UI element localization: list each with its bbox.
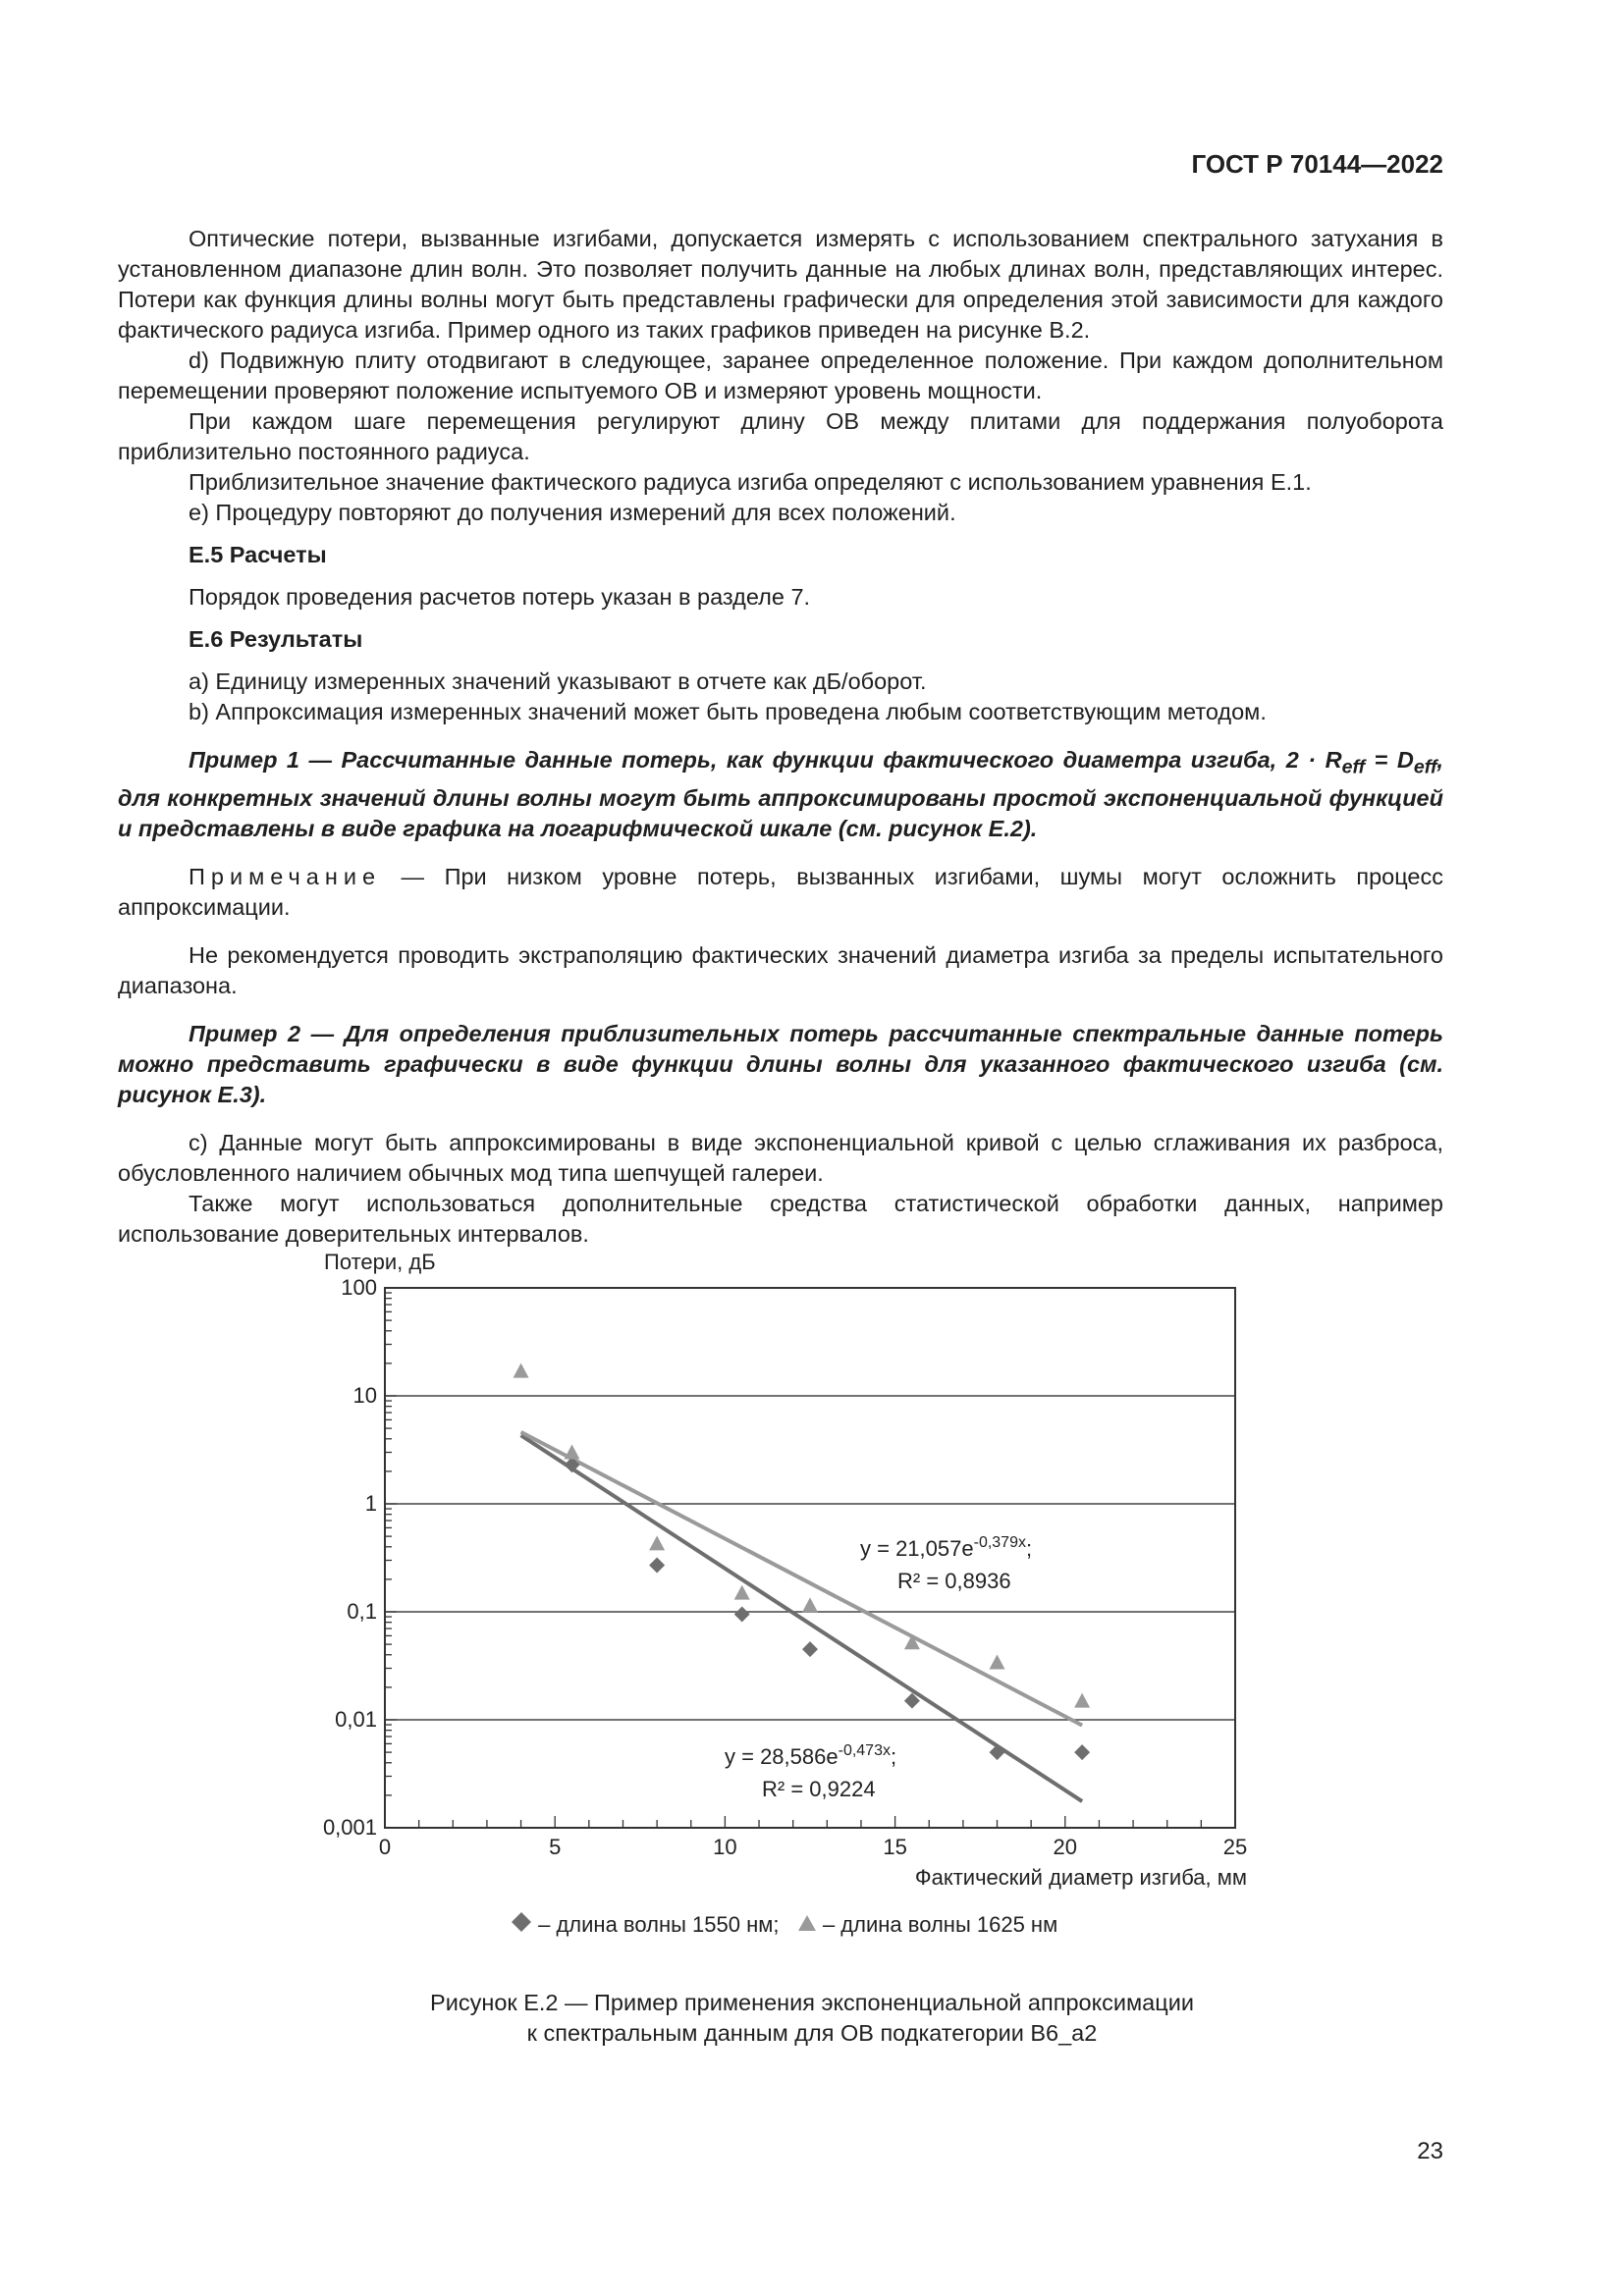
point-1625 [904,1634,920,1649]
triangle-marker-icon [797,1912,817,1938]
point-1625 [734,1585,750,1600]
x-tick-label: 20 [1053,1835,1078,1859]
point-1625 [802,1597,818,1612]
y-tick-label: 0,01 [335,1707,377,1732]
fit-label-1550-equation: $y = 28,586e^{-0,473x}$; [725,1742,897,1769]
standard-number: ГОСТ Р 70144—2022 [1191,149,1443,179]
y-tick-label: 0,001 [322,1815,377,1840]
point-1625 [990,1655,1005,1670]
paragraph: Оптические потери, вызванные изгибами, допускается измерять с использованием спектрального затухания в установленном диапазоне длин волн. Это позволяет получить данные на любых длинах волн, представляющих интерес. Потери как функция длины волны могут быть представлены графически для определения этой зависимости для каждого фактического радиуса изгиба. Пример одного из таких графиков приведен на рисунке В.2. [118,226,1443,343]
x-tick-label: 0 [378,1835,392,1859]
note-label: Примечание [189,863,382,889]
x-tick-label: 25 [1222,1835,1248,1859]
body-text [118,224,1443,1250]
loss-chart-svg [295,1242,1276,1949]
legend-item-1550: – длина волны 1550 нм; [538,1912,780,1938]
point-1550 [990,1744,1005,1760]
paragraph: Не рекомендуется проводить экстраполяцию фактических значений диаметра изгиба за пределы испытательного диапазона. [118,941,1443,998]
paragraph: Приблизительное значение фактического радиуса изгиба определяют с использованием уравнения Е.1. [189,469,1312,495]
page-number: 23 [1417,2138,1443,2164]
figure-caption [0,1988,1624,2049]
point-1625 [1074,1693,1090,1708]
paragraph: Также могут использоваться дополнительные средства статистической обработки данных, например использование доверительных интервалов. [118,1190,1443,1247]
x-axis-title: Фактический диаметр изгиба, мм [914,1865,1247,1890]
y-tick-label: 10 [352,1383,377,1408]
y-axis-title: Потери, дБ [324,1250,436,1274]
point-1550 [802,1641,818,1657]
fit-label-1625-r2: R² = 0,8936 [897,1569,1011,1593]
x-tick-label: 15 [883,1835,907,1859]
note-text: — При низком уровне потерь, вызванных изгибами, шумы могут осложнить процесс аппроксимации. [118,863,1443,920]
point-1550 [734,1606,750,1622]
paragraph: a) Единицу измеренных значений указывают в отчете как дБ/оборот. [189,668,927,694]
point-1625 [649,1535,665,1550]
x-tick-label: 10 [713,1835,737,1859]
x-tick-label: 5 [549,1835,562,1859]
caption-line-2: к спектральным данным для ОВ подкатегории В6_а2 [526,2020,1098,2046]
section-heading: Е.6 Результаты [189,626,363,652]
point-1625 [565,1445,580,1460]
diamond-marker-icon [511,1911,532,1939]
y-tick-label: 1 [364,1491,377,1516]
chart-legend [511,1911,1057,1939]
point-1625 [514,1363,529,1378]
paragraph: c) Данные могут быть аппроксимированы в виде экспоненциальной кривой с целью сглаживания их разброса, обусловленного наличием обычных мод типа шепчущей галереи. [118,1129,1443,1186]
example-1: Пример 1 — Рассчитанные данные потерь, как функции фактического диаметра изгиба, $2 \cdot R_{eff} = D_{eff}$, для конкретных значений длины волны могут быть аппроксимированы простой экспоненциальной функцией и представлены в виде графика на логарифмической шкале (см. рисунок Е.2). [118,747,1443,841]
example-2: Пример 2 — Для определения приблизительных потерь рассчитанные спектральные данные потерь можно представить графически в виде функции длины волны для указанного фактического изгиба (см. рисунок Е.3). [118,1020,1443,1107]
paragraph: d) Подвижную плиту отодвигают в следующее, заранее определенное положение. При каждом дополнительном перемещении проверяют положение испытуемого ОВ и измеряют уровень мощности. [118,347,1443,403]
point-1550 [1074,1744,1090,1760]
paragraph: Порядок проведения расчетов потерь указан в разделе 7. [189,584,811,610]
fit-label-1625-equation: $y = 21,057e^{-0,379x}$; [860,1534,1033,1561]
loss-chart [295,1242,1276,1949]
y-tick-label: 100 [341,1275,377,1300]
point-1550 [649,1558,665,1574]
legend-item-1625: – длина волны 1625 нм [822,1912,1058,1938]
paragraph: При каждом шаге перемещения регулируют длину ОВ между плитами для поддержания полуоборота приблизительно постоянного радиуса. [118,408,1443,464]
note [118,862,1443,923]
y-tick-label: 0,1 [347,1599,377,1624]
fit-label-1550-r2: R² = 0,9224 [762,1777,876,1801]
paragraph: e) Процедуру повторяют до получения измерений для всех положений. [189,500,956,525]
paragraph: b) Аппроксимация измеренных значений может быть проведена любым соответствующим методом. [189,699,1267,724]
section-heading: Е.5 Расчеты [189,542,327,567]
caption-line-1: Рисунок Е.2 — Пример применения экспоненциальной аппроксимации [430,1990,1194,2015]
